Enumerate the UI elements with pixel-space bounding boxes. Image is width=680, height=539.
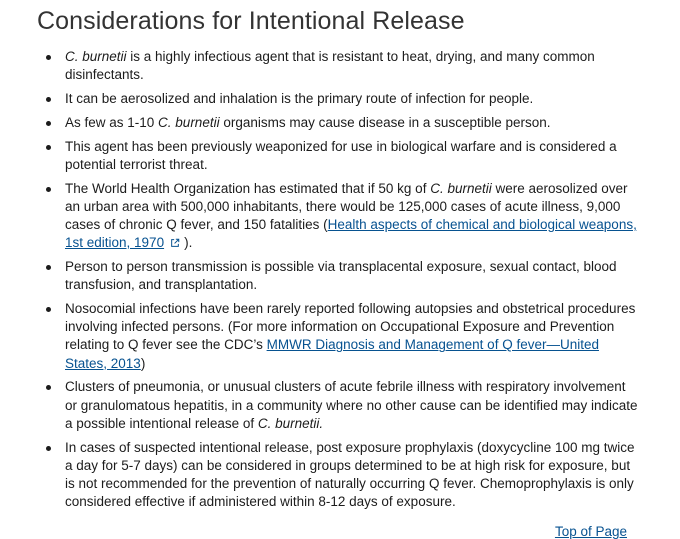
organism-name: C. burnetii. <box>257 415 324 431</box>
list-item <box>37 439 640 512</box>
considerations-list <box>37 48 640 511</box>
bullet-text: This agent has been previously weaponized for use in biological warfare and is considered a potential terrorist threat. <box>65 138 617 172</box>
bullet-dot <box>46 55 51 60</box>
list-item <box>37 138 640 174</box>
list-item <box>37 300 640 373</box>
list-item <box>37 258 640 294</box>
bullet-text: is a highly infectious agent that is resistant to heat, drying, and many common disinfectants. <box>65 49 595 83</box>
list-item <box>37 90 640 108</box>
bullet-dot <box>46 187 51 192</box>
bullet-dot <box>46 307 51 312</box>
external-link-icon[interactable] <box>170 238 180 248</box>
bullet-dot <box>46 385 51 390</box>
bullet-dot <box>46 446 51 451</box>
bullet-text: were aerosolized over an urban area with 500,000 inhabitants, there would be 125,000 cases of acute illness, 9,000 cases of chronic Q fever, and 150 fatalities ( <box>65 180 628 232</box>
bullet-text: In cases of suspected intentional release, post exposure prophylaxis (doxycycline 100 mg twice a day for 5-7 days) can be considered in groups determined to be at high risk for exposure, but is not recommended for the prevention of naturally occurring Q fever. Chemoprophylaxis is only considered effective if administered within 8-12 days of exposure. <box>65 439 635 510</box>
bullet-text: organisms may cause disease in a susceptible person. <box>219 114 551 130</box>
bullet-text: It can be aerosolized and inhalation is the primary route of infection for people. <box>65 91 534 106</box>
bullet-dot <box>46 145 51 150</box>
organism-name: C. burnetii <box>430 180 492 196</box>
bullet-text: ). <box>184 235 193 251</box>
organism-name: C. burnetii <box>65 49 127 64</box>
bullet-text: Nosocomial infections have been rarely reported following autopsies and obstetrical procedures involving infected persons. (For more information on Occupational Exposure and Prevention relating to Q fever see the CDC’s <box>65 301 636 353</box>
reference-link[interactable]: MMWR Diagnosis and Management of Q fever—United States, 2013 <box>65 337 599 371</box>
list-item <box>37 378 640 433</box>
bullet-text: Clusters of pneumonia, or unusual clusters of acute febrile illness with respiratory involvement or granulomatous hepatitis, in a community where no other cause can be identified may indicate a possible intentional release of <box>65 379 638 431</box>
bullet-text: The World Health Organization has estimated that if 50 kg of <box>65 180 431 196</box>
list-item <box>37 114 640 132</box>
top-of-page-link[interactable]: Top of Page <box>554 524 627 539</box>
bullet-text: As few as 1-10 <box>65 114 159 130</box>
bullet-text: Person to person transmission is possible via transplacental exposure, sexual contact, blood transfusion, and transplantation. <box>65 259 617 293</box>
page-title: Considerations for Intentional Release <box>37 7 465 35</box>
list-item <box>37 48 640 84</box>
list-item <box>37 180 640 253</box>
bullet-dot <box>46 265 51 270</box>
bullet-dot <box>46 97 51 102</box>
reference-link[interactable]: Health aspects of chemical and biological weapons, 1st edition, 1970 <box>65 217 637 251</box>
bullet-text: ) <box>140 355 146 371</box>
organism-name: C. burnetii <box>158 114 220 130</box>
bullet-dot <box>46 121 51 126</box>
